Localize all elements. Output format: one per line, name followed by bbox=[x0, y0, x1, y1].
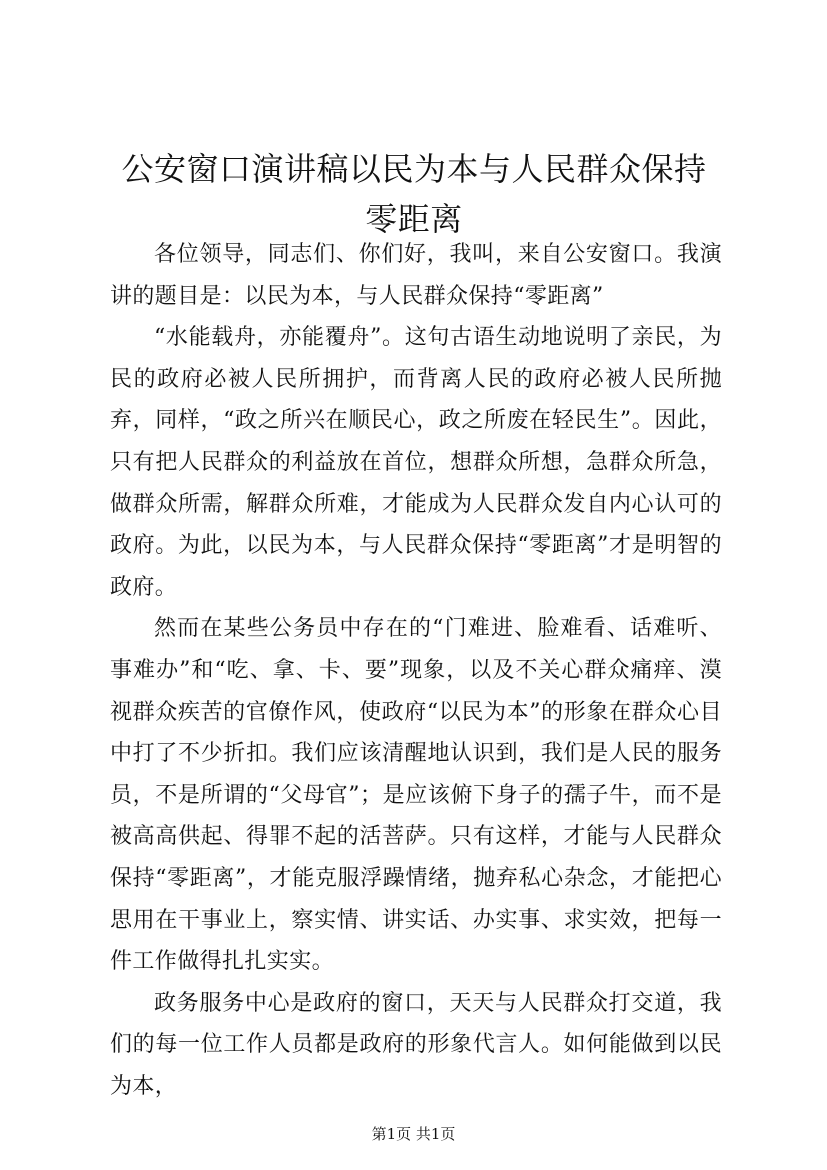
page-number-footer: 第1页 共1页 bbox=[371, 1125, 456, 1143]
document-body bbox=[110, 234, 722, 1107]
paragraph-service-center: 政务服务中心是政府的窗口，天天与人民群众打交道，我们的每一位工作人员都是政府的形象代言人。如何能做到以民为本， bbox=[110, 990, 722, 1099]
document-title: 公安窗口演讲稿以民为本与人民群众保持零距离 bbox=[121, 150, 707, 238]
paragraph-greeting: 各位领导，同志们、你们好，我叫，来自公安窗口。我演讲的题目是：以民为本，与人民群众保持“零距离” bbox=[110, 242, 722, 309]
paragraph-proverb: “水能载舟，亦能覆舟”。这句古语生动地说明了亲民，为民的政府必被人民所拥护，而背离人民的政府必被人民所抛弃，同样，“政之所兴在顺民心，政之所废在轻民生”。因此，只有把人民群众的利益放在首位，想群众所想，急群众所急，做群众所需，解群众所难，才能成为人民群众发自内心认可的政府。为此，以民为本，与人民群众保持“零距离”才是明智的政府。 bbox=[110, 325, 722, 600]
paragraph-criticism: 然而在某些公务员中存在的“门难进、脸难看、话难听、事难办”和“吃、拿、卡、要”现象，以及不关心群众痛痒、漠视群众疾苦的官僚作风，使政府“以民为本”的形象在群众心目中打了不少折扣。我们应该清醒地认识到，我们是人民的服务员，不是所谓的“父母官”；是应该俯下身子的孺子牛，而不是被高高供起、得罪不起的活菩萨。只有这样，才能与人民群众保持“零距离”，才能克服浮躁情绪，抛弃私心杂念，才能把心思用在干事业上，察实情、讲实话、办实事、求实效，把每一件工作做得扎扎实实。 bbox=[110, 616, 722, 975]
